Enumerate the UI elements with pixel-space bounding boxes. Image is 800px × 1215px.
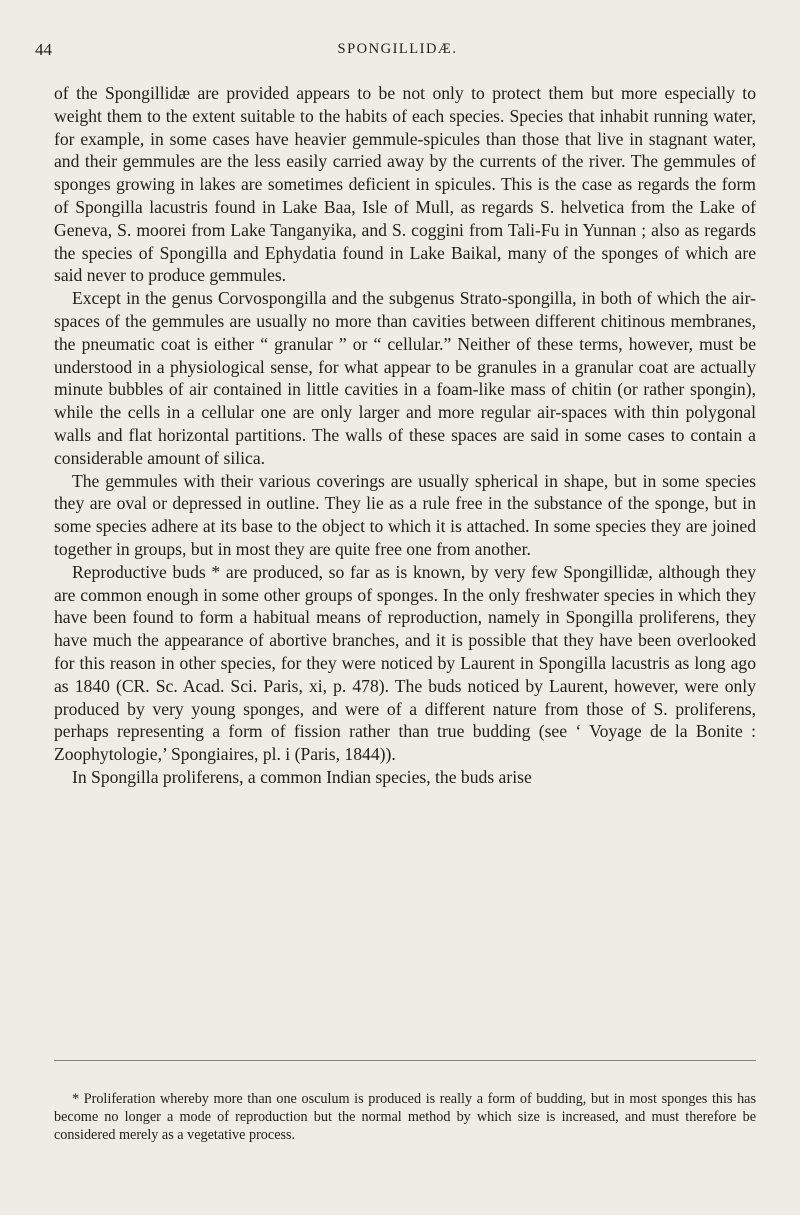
body-text [54, 82, 756, 789]
page-header [35, 40, 760, 68]
page-number: 44 [35, 40, 52, 59]
footnote-divider [54, 1060, 756, 1061]
paragraph-3: The gemmules with their various coverings are usually spherical in shape, but in some species they are oval or depressed in outline. They lie as a rule free in the substance of the sponge, but in some species adhere at its base to the object to which it is attached. In some species they are joined together in groups, but in most they are quite free one from another. [54, 470, 756, 559]
paragraph-1: of the Spongillidæ are provided appears to be not only to protect them but more especially to weight them to the extent suitable to the habits of each species. Species that inhabit running water, for example, in some cases have heavier gemmule-spicules than those that live in stagnant water, and their gemmules are the less easily carried away by the currents of the river. The gemmules of sponges growing in lakes are sometimes deficient in spicules. This is the case as regards the form of Spongilla lacustris found in Lake Baa, Isle of Mull, as regards S. helvetica from the Lake of Geneva, S. moorei from Lake Tanganyika, and S. coggini from Tali-Fu in Yunnan ; also as regards the species of Spongilla and Ephydatia found in Lake Baikal, many of the sponges of which are said never to produce gemmules. [54, 83, 756, 286]
paragraph-2: Except in the genus Corvospongilla and the subgenus Strato-spongilla, in both of which the air-spaces of the gemmules are usually no more than cavities between different chitinous membranes, the pneumatic coat is either “ granular ” or “ cellular.” Neither of these terms, however, must be understood in a physiological sense, for what appear to be granules in a granular coat are actually minute bubbles of air contained in little cavities in a foam-like mass of chitin (or rather spongin), while the cells in a cellular one are only larger and more regular air-spaces with thin polygonal walls and flat horizontal partitions. The walls of these spaces are said in some cases to contain a considerable amount of silica. [54, 288, 756, 468]
paragraph-4: Reproductive buds * are produced, so far as is known, by very few Spongillidæ, although they are common enough in some other groups of sponges. In the only freshwater species in which they have been found to form a habitual means of reproduction, namely in Spongilla proliferens, they have much the appearance of abortive branches, and it is possible that they have been overlooked for this reason in other species, for they were noticed by Laurent in Spongilla lacustris as long ago as 1840 (CR. Sc. Acad. Sci. Paris, xi, p. 478). The buds noticed by Laurent, however, were only produced by very young sponges, and were of a different nature from those of S. proliferens, perhaps representing a form of fission rather than true budding (see ‘ Voyage de la Bonite : Zoophytologie,’ Spongiaires, pl. i (Paris, 1844)). [54, 561, 756, 765]
paragraph-5: In Spongilla proliferens, a common Indian species, the buds arise [72, 766, 532, 787]
running-head: SPONGILLIDÆ. [337, 41, 458, 57]
footnote: * Proliferation whereby more than one osculum is produced is really a form of budding, but in most sponges this has become no longer a mode of reproduction but the normal method by which size is increased, and must therefore be considered merely as a vegetative process. [54, 1091, 756, 1144]
